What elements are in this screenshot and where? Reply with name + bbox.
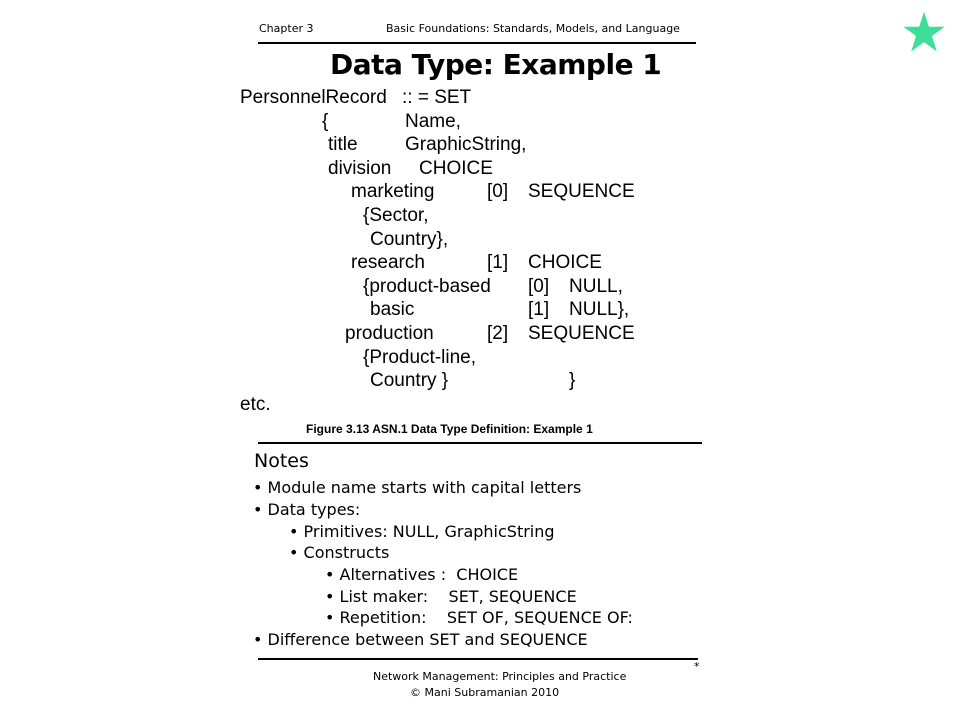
- footer-line-1: Network Management: Principles and Practice: [373, 670, 627, 683]
- asn1-token: [1]: [487, 252, 509, 273]
- note-item: • Difference between SET and SEQUENCE: [253, 630, 588, 649]
- asn1-token: Name,: [405, 111, 461, 132]
- asn1-token: [2]: [487, 323, 509, 344]
- footer-line-2: © Mani Subramanian 2010: [410, 686, 560, 699]
- asn1-token: etc.: [240, 394, 271, 415]
- asn1-token: SEQUENCE: [528, 181, 635, 202]
- asn1-token: NULL},: [569, 299, 630, 320]
- note-item: • Module name starts with capital letters: [253, 478, 582, 497]
- asn1-token: production: [345, 323, 434, 344]
- footer-divider: [258, 658, 698, 660]
- asn1-token: }: [569, 370, 576, 391]
- asn1-token: title: [328, 134, 358, 155]
- asn1-token: Country }: [370, 370, 449, 391]
- asn1-token: {Sector,: [363, 205, 429, 226]
- asn1-token: {product-based: [363, 276, 491, 297]
- asn1-token: Country},: [370, 229, 449, 250]
- asn1-token: GraphicString,: [405, 134, 527, 155]
- note-item: • Constructs: [289, 543, 390, 562]
- note-item: • Primitives: NULL, GraphicString: [289, 522, 555, 541]
- asn1-token: [0]: [528, 276, 550, 297]
- note-item: • Data types:: [253, 500, 361, 519]
- note-item: • Repetition: SET OF, SEQUENCE OF:: [325, 608, 633, 627]
- asn1-token: CHOICE: [528, 252, 602, 273]
- note-item: • List maker: SET, SEQUENCE: [325, 587, 577, 606]
- slide-title: Data Type: Example 1: [330, 48, 662, 81]
- asn1-token: basic: [370, 299, 415, 320]
- asn1-token: {: [322, 111, 329, 132]
- asn1-token: PersonnelRecord: [240, 87, 387, 108]
- asn1-token: division: [328, 158, 392, 179]
- figure-caption: Figure 3.13 ASN.1 Data Type Definition: Example 1: [306, 422, 593, 436]
- chapter-topic: Basic Foundations: Standards, Models, and Language: [386, 22, 680, 35]
- asn1-token: marketing: [351, 181, 435, 202]
- asn1-token: SEQUENCE: [528, 323, 635, 344]
- asn1-token: {Product-line,: [363, 347, 477, 368]
- asn1-token: [0]: [487, 181, 509, 202]
- chapter-label: Chapter 3: [259, 22, 314, 35]
- star-icon: [902, 10, 946, 54]
- asn1-token: :: = SET: [402, 87, 472, 108]
- asn1-token: research: [351, 252, 425, 273]
- footer-asterisk: *: [694, 660, 700, 673]
- asn1-token: CHOICE: [419, 158, 493, 179]
- asn1-token: NULL,: [569, 276, 623, 297]
- asn1-token: [1]: [528, 299, 550, 320]
- note-item: • Alternatives : CHOICE: [325, 565, 519, 584]
- header-divider: [258, 42, 696, 44]
- figure-divider: [258, 442, 702, 444]
- notes-heading: Notes: [254, 450, 309, 472]
